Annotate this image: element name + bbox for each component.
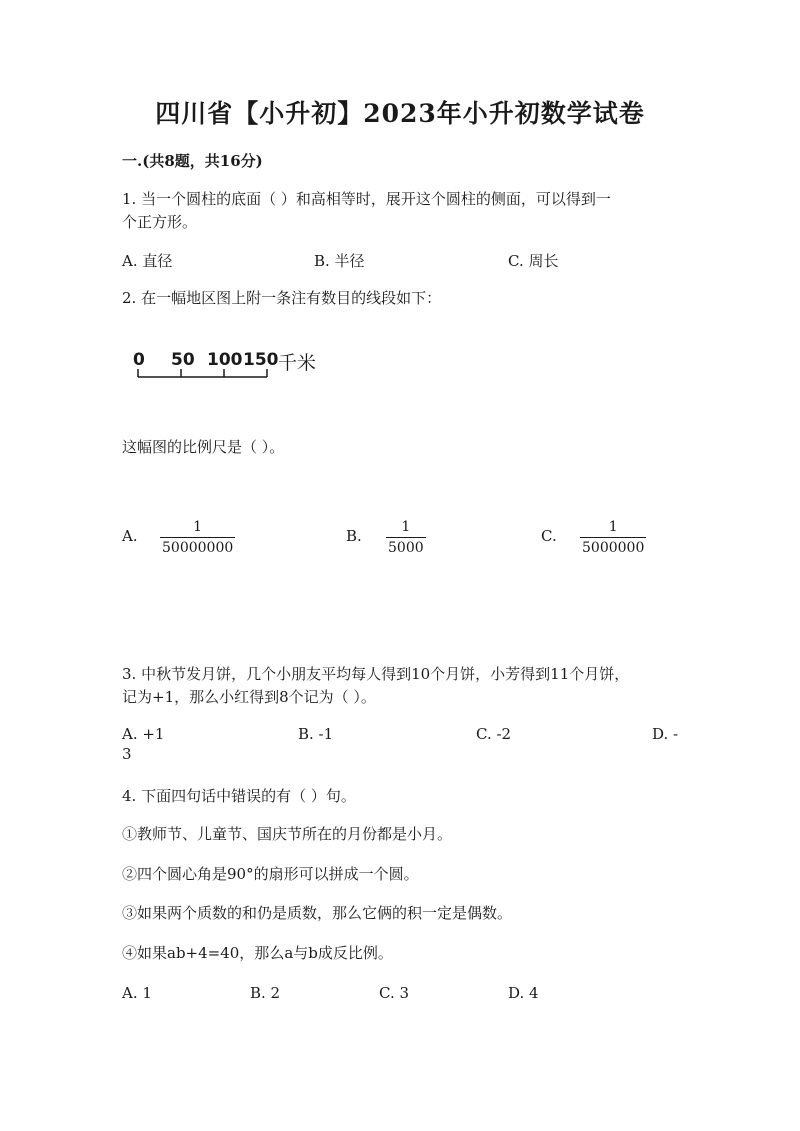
question-1-option-b: B. 半径: [314, 252, 365, 270]
scale-label-150: 150: [243, 350, 279, 370]
question-4-option-c: C. 3: [379, 984, 410, 1002]
question-3-option-d-wrap: 3: [122, 745, 132, 763]
question-3-option-b: B. -1: [298, 725, 334, 743]
fraction-denominator: 5000: [386, 537, 426, 556]
question-2-option-a-fraction: [160, 519, 235, 556]
fraction-denominator: 5000000: [580, 537, 646, 556]
scale-unit-label: 千米: [278, 352, 317, 374]
question-2-option-b-letter: B.: [346, 527, 362, 545]
page-title: 四川省【小升初】2023年小升初数学试卷: [155, 99, 645, 128]
fraction-numerator: 1: [608, 519, 618, 535]
question-3-option-d: D. -: [652, 725, 679, 743]
scale-label-100: 100: [207, 350, 243, 370]
question-1-line-2: 个正方形。: [122, 213, 198, 231]
question-2-prompt: 这幅图的比例尺是（ ）。: [122, 438, 285, 456]
fraction-numerator: 1: [193, 519, 203, 535]
section-heading: 一.(共8题，共16分): [122, 152, 263, 170]
scale-label-0: 0: [133, 350, 145, 370]
question-2-option-c-letter: C.: [541, 527, 557, 545]
question-4-statement-2: ②四个圆心角是90°的扇形可以拼成一个圆。: [122, 865, 419, 883]
scale-bar-figure: [125, 345, 325, 390]
question-3-line-1: 3. 中秋节发月饼，几个小朋友平均每人得到10个月饼，小芳得到11个月饼，: [122, 665, 630, 683]
question-2-text: 2. 在一幅地区图上附一条注有数目的线段如下：: [122, 289, 442, 307]
question-2-option-a-letter: A.: [122, 527, 138, 545]
question-4-option-a: A. 1: [122, 984, 152, 1002]
question-3-option-c: C. -2: [476, 725, 512, 743]
question-4-statement-3: ③如果两个质数的和仍是质数，那么它俩的积一定是偶数。: [122, 904, 513, 922]
scale-label-50: 50: [171, 350, 195, 370]
fraction-numerator: 1: [401, 519, 411, 535]
question-2-option-c-fraction: [580, 519, 646, 556]
question-4-option-d: D. 4: [508, 984, 539, 1002]
question-2-option-b-fraction: [386, 519, 426, 556]
question-4-option-b: B. 2: [250, 984, 281, 1002]
question-3-option-a: A. +1: [122, 725, 165, 743]
scale-bar-line: [125, 345, 325, 390]
question-1-option-c: C. 周长: [508, 252, 559, 270]
question-1-option-a: A. 直径: [122, 252, 173, 270]
question-4-text: 4. 下面四句话中错误的有（ ）句。: [122, 787, 356, 805]
fraction-denominator: 50000000: [160, 537, 235, 556]
question-3-line-2: 记为+1，那么小红得到8个记为（ ）。: [122, 688, 376, 706]
question-1-line-1: 1. 当一个圆柱的底面（ ）和高相等时，展开这个圆柱的侧面，可以得到一: [122, 190, 611, 208]
question-4-statement-1: ①教师节、儿童节、国庆节所在的月份都是小月。: [122, 825, 453, 843]
question-4-statement-4: ④如果ab+4=40，那么a与b成反比例。: [122, 944, 393, 962]
